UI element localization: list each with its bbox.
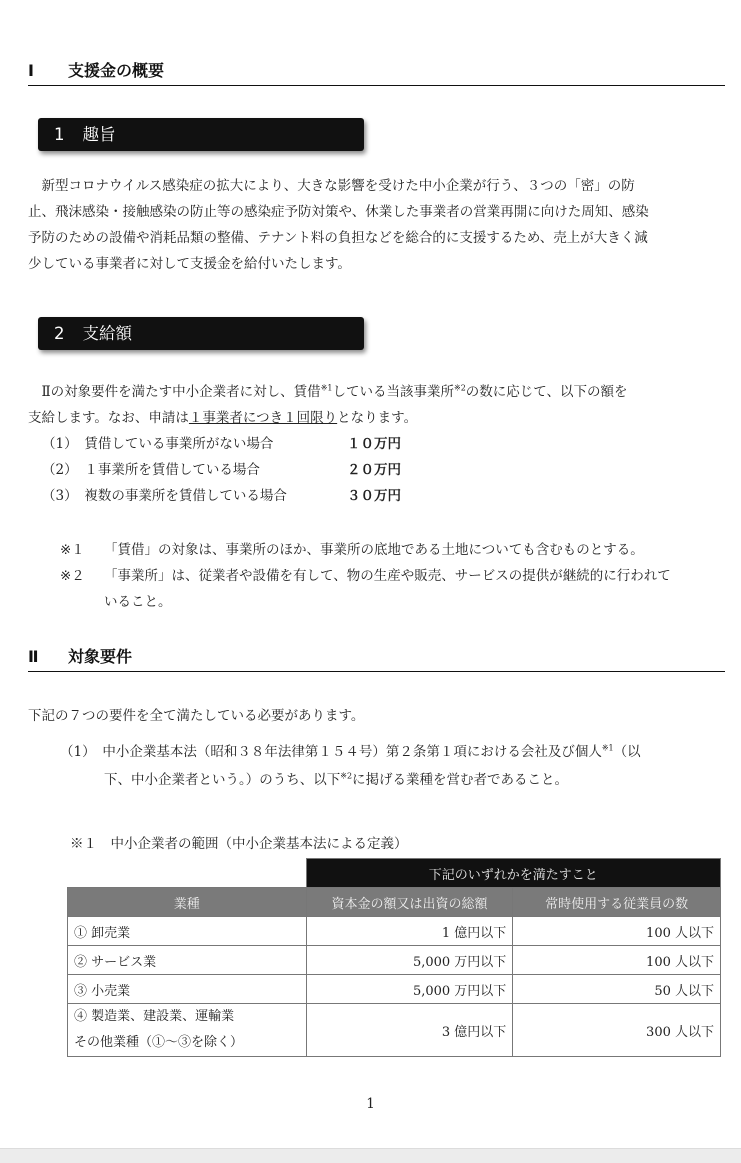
table-cell-industry-line: その他業種（①～③を除く） [74, 1035, 244, 1050]
table-cell-industry [68, 1004, 307, 1057]
table-cell-employees: 100 人以下 [513, 946, 721, 975]
subsection-amount-number: 2 [54, 324, 65, 343]
requirement-text: （1） 中小企業基本法（昭和３８年法律第１５４号）第２条第１項における会社及び個人 [60, 744, 602, 760]
requirement-text: 下、中小企業者という。）のうち、以下 [104, 772, 341, 788]
footnote-2-continued: いること。 [104, 594, 172, 610]
amount-intro-text: となります。 [337, 410, 418, 426]
requirements-intro: 下記の７つの要件を全て満たしている必要があります。 [28, 708, 365, 724]
table-cell-employees: 300 人以下 [513, 1004, 721, 1057]
table-cell-industry-line: ④ 製造業、建設業、運輸業 [74, 1009, 235, 1024]
footnote-text: 「事業所」は、従業者や設備を有して、物の生産や販売、サービスの提供が継続的に行われて [104, 568, 671, 584]
table-cell-industry: ③ 小売業 [68, 975, 307, 1004]
table-cell-capital: 5,000 万円以下 [306, 975, 513, 1004]
table-caption: ※１ 中小企業者の範囲（中小企業基本法による定義） [70, 836, 408, 852]
footnote-ref-2: ※2 [340, 771, 353, 781]
table-row [68, 975, 721, 1004]
purpose-paragraph [28, 173, 740, 277]
footnote-mark: ※２ [60, 568, 85, 584]
subsection-purpose-number: 1 [54, 125, 65, 144]
requirement-text: に掲げる業種を営む者であること。 [352, 772, 569, 788]
purpose-line: 予防のための設備や消耗品類の整備、テナント料の負担などを総合的に支援するため、売上が大きく減 [28, 230, 648, 246]
table-condition-row [68, 859, 721, 888]
table-header-industry: 業種 [68, 888, 307, 917]
purpose-line: 新型コロナウイルス感染症の拡大により、大きな影響を受けた中小企業が行う、３つの「密」の防 [28, 178, 635, 194]
amount-intro-text: している当該事業所 [332, 384, 454, 400]
table-cell-capital: 3 億円以下 [306, 1004, 513, 1057]
amount-intro-text: の数に応じて、以下の額を [465, 384, 628, 400]
purpose-line: 少している事業者に対して支援金を給付いたします。 [28, 256, 351, 272]
once-per-business-note: １事業者につき１回限り [188, 410, 338, 426]
amount-item [42, 432, 401, 452]
section-1-title: 支援金の概要 [68, 61, 165, 80]
footnote-text: 「賃借」の対象は、事業所のほか、事業所の底地である土地についても含むものとする。 [104, 542, 644, 558]
table-condition-header: 下記のいずれかを満たすこと [306, 859, 720, 888]
requirement-1-line-1 [60, 740, 641, 760]
footnote-ref-2: ※2 [453, 383, 466, 393]
amount-intro-line-2 [28, 406, 417, 426]
table-header-employees: 常時使用する従業員の数 [513, 888, 721, 917]
subsection-amount-box [38, 317, 364, 350]
subsection-amount-title: 支給額 [82, 324, 132, 343]
amount-item-value: ３０万円 [347, 488, 401, 504]
footnote-mark: ※１ [60, 542, 85, 558]
table-cell-employees: 100 人以下 [513, 917, 721, 946]
table-cell-industry: ② サービス業 [68, 946, 307, 975]
footnote-2 [60, 564, 671, 584]
requirement-1-line-2 [104, 768, 568, 788]
amount-item-label: （1） 賃借している事業所がない場合 [42, 436, 274, 452]
amount-intro-line-1 [28, 380, 628, 400]
amount-intro-text: Ⅱの対象要件を満たす中小企業者に対し、賃借 [28, 384, 321, 400]
footnote-ref-1: ※1 [601, 743, 614, 753]
table-cell-employees: 50 人以下 [513, 975, 721, 1004]
footnote-1 [60, 538, 644, 558]
amount-item [42, 458, 401, 478]
section-2-number: Ⅱ [28, 647, 39, 666]
amount-item [42, 484, 401, 504]
viewer-bottom-bar [0, 1148, 741, 1163]
section-2-title: 対象要件 [68, 647, 133, 666]
purpose-line: 止、飛沫感染・接触感染の防止等の感染症予防対策や、休業した事業者の営業再開に向けた周知、感染 [28, 204, 649, 220]
section-2-heading [28, 644, 725, 672]
subsection-purpose-title: 趣旨 [82, 125, 116, 144]
subsection-purpose-box [38, 118, 364, 151]
table-row [68, 946, 721, 975]
table-row [68, 917, 721, 946]
page-number: 1 [366, 1096, 375, 1112]
amount-item-label: （3） 複数の事業所を賃借している場合 [42, 488, 287, 504]
table-header-capital: 資本金の額又は出資の総額 [306, 888, 513, 917]
amount-item-label: （2） １事業所を賃借している場合 [42, 462, 260, 478]
section-1-number: Ⅰ [28, 61, 34, 80]
amount-item-value: ２０万円 [347, 462, 401, 478]
table-cell-industry: ① 卸売業 [68, 917, 307, 946]
table-header-row [68, 888, 721, 917]
section-1-heading [28, 58, 725, 86]
table-row [68, 1004, 721, 1057]
table-blank-header [68, 859, 307, 888]
requirement-text: （以 [613, 744, 641, 760]
footnote-ref-1: ※1 [320, 383, 333, 393]
sme-definition-table [67, 858, 721, 1057]
amount-item-value: １０万円 [347, 436, 401, 452]
table-cell-capital: 5,000 万円以下 [306, 946, 513, 975]
amount-intro-text: 支給します。なお、申請は [28, 410, 189, 426]
table-cell-capital: 1 億円以下 [306, 917, 513, 946]
